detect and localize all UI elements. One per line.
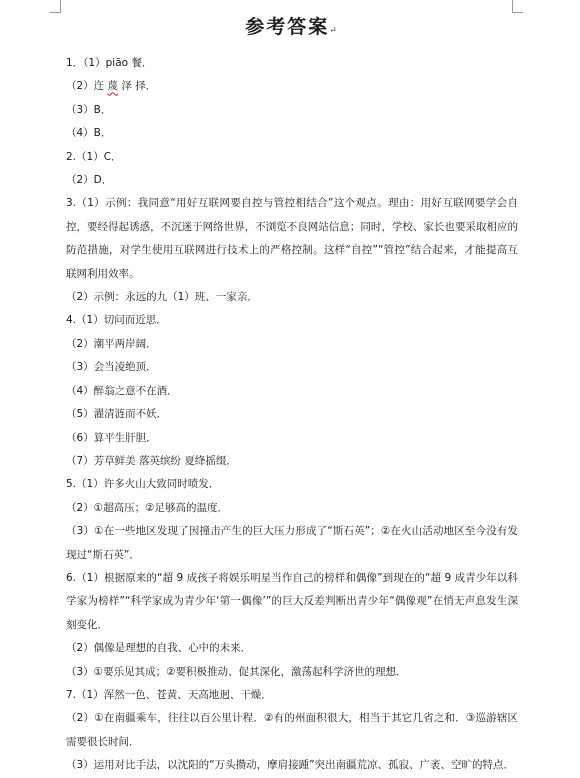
- answer-line: 5.（1）许多火山大致同时喷发．: [66, 478, 220, 491]
- answer-line: （2）迕 蔑 泽 择．: [66, 80, 157, 93]
- page-corner-mark-right: [512, 0, 523, 13]
- answer-line: （7）芳草鲜美 落英缤纷 夏绛摇缀．: [66, 454, 237, 467]
- answer-line: （2）偶像是理想的自我、心中的未来．: [66, 642, 252, 655]
- answer-paragraph: 6.（1）根据原来的“超 9 成孩子将娱乐明星当作自己的榜样和偶像”到现在的“超 9 成青少年以科学家为榜样”“科学家成为青少年‘第一偶像’”的巨大反差判断出青少年“偶像观”在悄无声息发生深刻变化．: [66, 571, 518, 631]
- answer-line: （3）①要乐见其成；②要积极推动、促其深化，激荡起科学济世的理想．: [66, 665, 407, 678]
- answer-line: 1．（1）piāo 餐．: [66, 57, 153, 69]
- answer-line: （2）潮平两岸阔．: [66, 337, 157, 350]
- answer-line: （3）会当凌绝顶．: [66, 361, 157, 374]
- answer-paragraph: 3.（1）示例：我同意“用好互联网要自控与管控相结合”这个观点。理由：用好互联网要学会自控，要经得起诱惑，不沉迷于网络世界，不浏览不良网站信息；同时，学校、家长也要采取相应的防范措施，对学生使用互联网进行技术上的严格控制。这样“自控”“管控”结合起来，才能提高互联网利用效率。: [66, 197, 518, 280]
- answer-line: 2.（1）C．: [66, 150, 122, 163]
- paragraph-mark: ↵: [329, 26, 339, 36]
- answer-line: （5）濯清涟而不妖．: [66, 408, 168, 421]
- answer-line: （6）算平生肝胆．: [66, 431, 157, 444]
- answer-paragraph: （2）①在南疆乘车，往往以百公里计程．②有的州面积很大，相当于其它几省之和．③巡游辖区需要很长时间．: [66, 712, 518, 748]
- answer-paragraph: （3）①在一些地区发现了因撞击产生的巨大压力形成了“斯石英”；②在火山活动地区至今没有发现过“斯石英”．: [66, 525, 518, 561]
- page-title: 参考答案↵: [245, 16, 339, 38]
- answer-paragraph: （3）运用对比手法，以沈阳的“万头攒动，摩肩接踵”突出南疆荒凉、孤寂、广袤、空旷的特点．: [66, 759, 515, 772]
- answer-line: 7.（1）浑然一色、苍黄、天高地迥、干燥．: [66, 688, 272, 701]
- answer-line: （4）B．: [66, 127, 112, 140]
- answer-line: 4.（1）切问而近思．: [66, 314, 167, 327]
- answer-line: （2）示例：永远的九（1）班、一家亲．: [66, 291, 258, 304]
- answer-line: （2）D．: [66, 174, 113, 187]
- answer-line: （3）B．: [66, 103, 112, 116]
- answer-line: （2）①超高压；②足够高的温度．: [66, 501, 229, 514]
- document-body: [66, 14, 518, 778]
- page-corner-mark-left: [50, 0, 61, 13]
- answer-line: （4）醉翁之意不在酒．: [66, 384, 178, 397]
